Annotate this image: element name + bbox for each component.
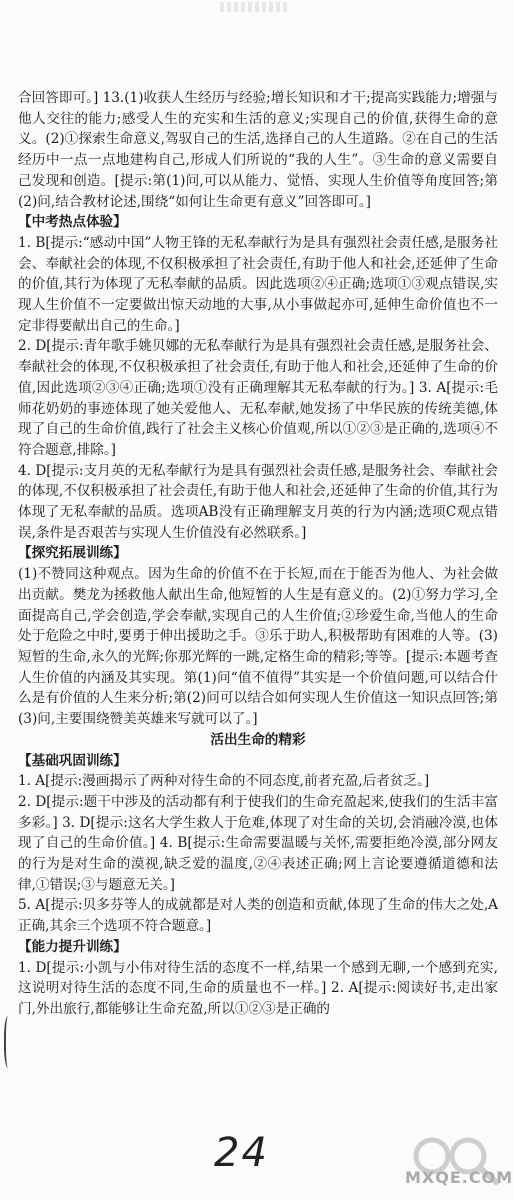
margin-bracket-mark	[4, 1016, 14, 1068]
answer-paragraph: 2. D[提示:题干中涉及的活动都有利于使我们的生命充盈起来,使我们的生活丰富多彩。] 3. D[提示:这名大学生救人于危难,体现了对生命的关切,会消融冷漠,也体现了自己的生命价值。] 4. B[提示:生命需要温暖与关怀,需要拒绝冷漠,部分网友的行为是对生命的漠视,缺乏爱的温度,②④表述正确;网上言论要遵循道德和法律,①错误;③与题意无关。]	[18, 793, 498, 893]
answer-paragraph: 合回答即可。] 13.(1)收获人生经历与经验;增长知识和才干;提高实践能力;增强与他人交往的能力;感受人生的充实和生活的意义;实现自己的价值,获得生命的意义。(2)①探索生命意义,驾驭自己的生活,选择自己的人生道路。②在自己的生活经历中一点一点地建构自己,形成人们所说的“我的人生”。③生命的意义需要自己发现和创造。[提示:第(1)问,可以从能力、觉悟、实现人生价值等角度回答;第(2)问,结合教材论述,围绕“如何让生命更有意义”回答即可。]	[18, 90, 498, 210]
answer-page	[18, 88, 498, 1020]
answer-paragraph: 4. D[提示:支月英的无私奉献行为是具有强烈社会责任感,是服务社会、奉献社会的体现,不仅积极承担了社会责任,有助于他人和社会,还延伸了生命的价值,其行为体现了无私奉献的品质。选项AB没有正确理解支月英的行为内涵;选项C观点错误,条件是否艰苦与实现人生价值没有必然联系。]	[18, 462, 498, 541]
top-stamp-mark	[220, 2, 290, 12]
section-heading: 【基础巩固训练】	[18, 752, 127, 769]
section-heading: 【探究拓展训练】	[18, 545, 127, 562]
page-number: 24	[214, 1130, 269, 1176]
answer-paragraph: 1. B[提示:“感动中国”人物王锋的无私奉献行为是具有强烈社会责任感,是服务社会、奉献社会的体现,不仅积极承担了社会责任,有助于他人和社会,还延伸了生命的价值,其行为体现了无私奉献的品质。因此选项②④正确;选项①③观点错误,实现人生价值不一定要做出惊天动地的大事,从小事做起亦可,延伸生命价值也不一定非得要献出自己的生命。]	[18, 234, 498, 334]
lesson-title: 活出生命的精彩	[210, 731, 306, 748]
watermark-text: MXQE.COM	[405, 1168, 514, 1187]
answer-paragraph: 5. A[提示:贝多芬等人的成就都是对人类的创造和贡献,体现了生命的伟大之处,A正确,其余三个选项不符合题意。]	[18, 897, 498, 935]
section-heading: 【中考热点体验】	[18, 214, 127, 231]
answer-paragraph: 1. D[提示:小凯与小伟对待生活的态度不一样,结果一个感到无聊,一个感到充实,这说明对待生活的态度不同,生命的质量也不一样。] 2. A[提示:阅读好书,走出家门,外出旅行,都能够让生命充盈,所以①②③是正确的	[18, 959, 498, 1017]
answer-paragraph: (1)不赞同这种观点。因为生命的价值不在于长短,而在于能否为他人、为社会做出贡献。樊龙为拯救他人献出生命,他短暂的人生是有意义的。(2)①努力学习,全面提高自己,学会创造,学会奉献,实现自己的人生价值;②珍爱生命,当他人的生命处于危险之中时,要勇于伸出援助之手。③乐于助人,积极帮助有困难的人等。(3)短暂的生命,永久的光辉;你那光辉的一跳,定格生命的精彩;等等。[提示:本题考查人生价值的内涵及其实现。第(1)问“值不值得”其实是一个价值问题,可以结合什么是有价值的人生来分析;第(2)问可以结合如何实现人生价值这一知识点回答;第(3)问,主要围绕赞美英雄来写就可以了。]	[18, 566, 498, 728]
answer-paragraph: 2. D[提示:青年歌手姚贝娜的无私奉献行为是具有强烈社会责任感,是服务社会、奉献社会的体现,不仅积极承担了社会责任,有助于他人和社会,还延伸了生命的价值,因此选项②③④正确;选项①没有正确理解其无私奉献的行为。] 3. A[提示:毛师花奶奶的事迹体现了她关爱他人、无私奉献,她发扬了中华民族的传统美德,体现了自己的生命价值,践行了社会主义核心价值观,所以①②③是正确的,选项④不符合题意,排除。]	[18, 338, 498, 458]
section-heading: 【能力提升训练】	[18, 938, 127, 955]
answer-paragraph: 1. A[提示:漫画揭示了两种对待生命的不同态度,前者充盈,后者贫乏。]	[18, 773, 430, 790]
